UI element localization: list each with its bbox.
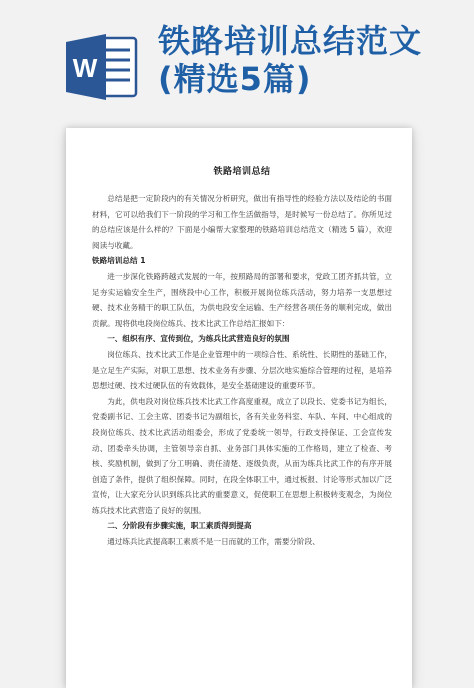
document-content — [92, 164, 392, 550]
paragraph: 通过练兵比武提高职工素质不是一日而就的工作，需要分阶段、 — [107, 537, 320, 547]
heading-2: 二、分阶段有步骤实施，职工素质得到提高 — [107, 521, 252, 531]
document-page — [66, 128, 412, 688]
document-title: 铁路培训总结 — [213, 167, 271, 177]
paragraph: 岗位练兵、技术比武工作是企业管理中的一项综合性、系统性、长期性的基础工作，是立足生产实际，对职工思想、技术业务有步骤、分层次地实施综合管理的过程，是培养思想过硬、技术过硬队伍的有效载体，是安全基础建设的重要环节。 — [92, 349, 392, 391]
word-document-icon — [64, 32, 140, 102]
section-paragraph: 进一步深化铁路跨越式发展的一年，按照路局的部署和要求，党政工团齐抓共管，立足夯实运输安全生产，围绕段中心工作，积极开展岗位练兵活动，努力培养一支思想过硬、技术业务精干的职工队伍，为供电段安全运输、生产经营各项任务的顺利完成，做出贡献。现将供电段岗位练兵、技术比武工作总结汇报如下： — [92, 271, 392, 328]
banner-title-line-1: 铁路培训总结范文 — [158, 22, 423, 60]
word-icon-letter: W — [72, 53, 98, 83]
banner-title — [158, 22, 422, 98]
paragraph: 为此，供电段对岗位练兵技术比武工作高度重视，成立了以段长、党委书记为组长，党委副书记、工会主席、团委书记为副组长，各有关业务科室、车队、车间、中心组成的段岗位练兵、技术比武活动组委会，形成了党委统一领导，行政支持保证、工会宣传发动、团委牵头协调，主管领导亲自抓、业务部门具体实施的工作格局，建立了检查、考核、奖励机制，做到了分工明确、责任清楚、逐级负责，从而为练兵比武工作的有序开展创造了条件，提供了组织保障。同时，在段全体职工中，通过板报、讨论等形式加以广泛宣传，让大家充分认识到练兵比武的重要意义，促使职工在思想上积极转变观念，为岗位练兵技术比武营造了良好的氛围。 — [92, 396, 392, 515]
heading-1: 一、组织有序、宣传到位，为练兵比武营造良好的氛围 — [107, 334, 290, 344]
banner-title-line-2: (精选5篇) — [158, 60, 312, 98]
banner — [0, 0, 474, 110]
intro-paragraph: 总结是把一定阶段内的有关情况分析研究，做出有指导性的经验方法以及结论的书面材料，它可以给我们下一阶段的学习和工作生活做指导，是时候写一份总结了。你所见过的总结应该是什么样的？下面是小编帮大家整理的铁路培训总结范文（精选 5 篇），欢迎阅读与收藏。 — [92, 194, 392, 250]
section-title: 铁路培训总结 1 — [92, 256, 146, 266]
